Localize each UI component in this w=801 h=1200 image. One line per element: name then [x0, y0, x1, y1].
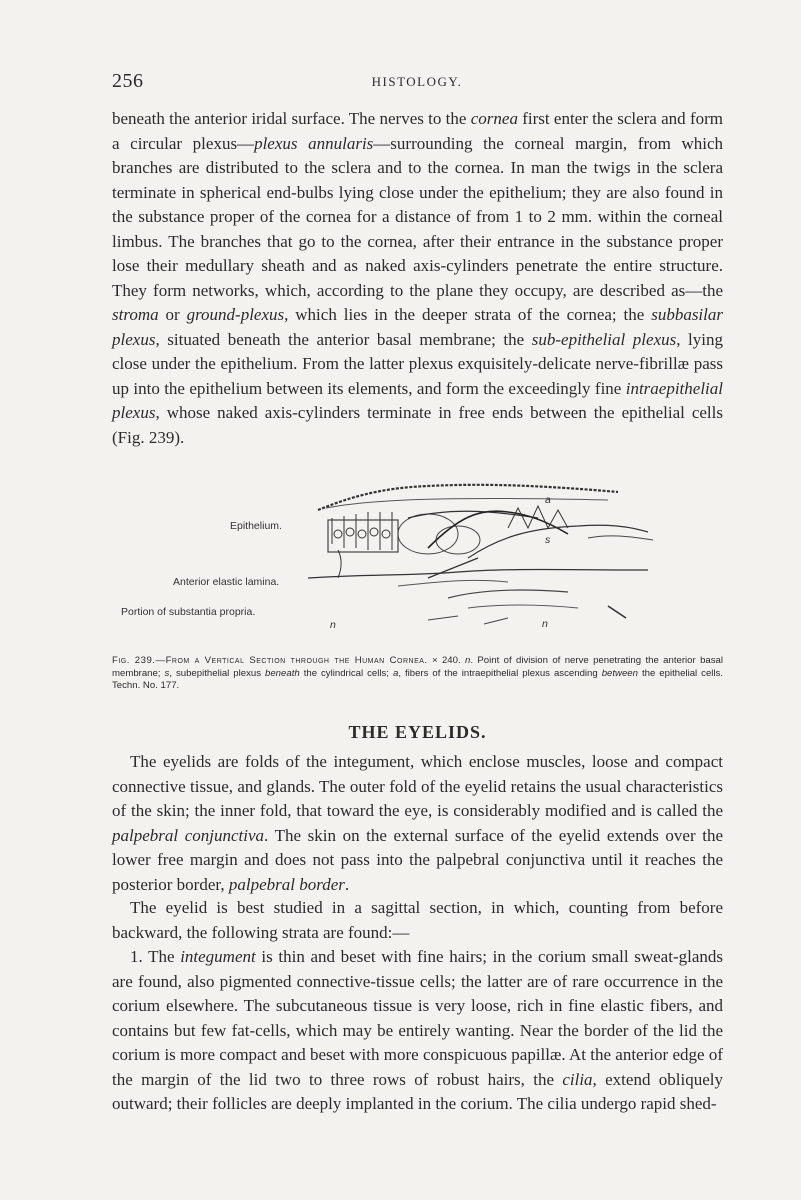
term-ground-plexus: ground-plexus: [186, 305, 285, 324]
text-run: .: [344, 874, 350, 894]
figure-239: [112, 478, 723, 643]
caption-term: beneath: [265, 667, 300, 679]
text-run: 1. The: [130, 947, 181, 966]
text-run: beneath the anterior iridal surface. The nerves to the: [112, 109, 471, 128]
caption-text: the cylindrical cells;: [299, 667, 393, 679]
caption-title: —From a Vertical Section through the Human Cornea.: [155, 655, 428, 666]
section-title: THE EYELIDS.: [348, 722, 487, 742]
paragraph-integument: [112, 945, 723, 1117]
label-s: s: [545, 534, 551, 546]
term-palpebral-border: palpebral border: [228, 874, 345, 894]
term-cornea: cornea: [470, 109, 518, 128]
caption-term: between: [601, 667, 638, 679]
label-n-left: n: [330, 619, 336, 631]
page-number: 256: [112, 70, 144, 92]
label-n-right: n: [542, 618, 548, 630]
caption-text: the epithelial cells. Techn. No. 177.: [112, 667, 724, 691]
text-run: , whose naked axis-cylinders terminate in free ends between the epithelial cells (Fig. 239).: [112, 403, 723, 447]
paragraph-sagittal-section: The eyelid is best studied in a sagittal section, in which, counting from before backward, the following strata are found:—: [112, 898, 723, 942]
text-run: first enter the sclera and form a circular plexus—: [112, 109, 724, 153]
text-run: The eyelids are folds of the integument, which enclose muscles, loose and compact connective tissue, and glands. The outer fold of the eyelid retains the usual characteristics of the skin; the inner fold, that toward the eye, is considerably modified and is called the: [112, 752, 723, 820]
term-palpebral-conjunctiva: palpebral conjunctiva: [112, 825, 265, 845]
text-run: , extend obliquely outward; their follicles are deeply implanted in the corium. The cilia undergo rapid shed-: [112, 1069, 723, 1113]
running-head: HISTOLOGY.: [371, 74, 463, 89]
cornea-section-illustration: [308, 478, 668, 643]
term-subepithelial-plexus: sub-epithelial plexus: [531, 329, 677, 349]
caption-term: s: [164, 667, 170, 679]
caption-term: a: [392, 667, 399, 679]
text-run: . The skin on the external surface of the eyelid extends over the lower free margin and does not pass into the palpebral conjunctiva until it reaches the posterior border,: [112, 825, 723, 894]
term-intraepithelial-plexus: intraepithelial plexus: [112, 378, 723, 422]
text-run: , which lies in the deeper strata of the cornea; the: [284, 305, 652, 324]
text-run: , lying close under the epithelium. From the latter plexus exquisitely-delicate nerve-fibrillæ pass up into the epithelium between its elements, and form the exceedingly fine: [112, 329, 723, 398]
text-run: or: [158, 305, 187, 324]
page-header: [112, 70, 722, 96]
paragraph-eyelids-intro: [112, 750, 723, 897]
caption-text: × 240.: [427, 655, 465, 666]
term-cilia: cilia: [562, 1069, 593, 1089]
label-a: a: [545, 494, 551, 506]
term-plexus-annularis: plexus annularis: [254, 133, 374, 153]
caption-fig-number: Fig. 239.: [112, 655, 156, 666]
term-integument: integument: [180, 947, 256, 966]
text-run: —surrounding the corneal margin, from which branches are distributed to the sclera and to the cornea. In man the twigs in the sclera terminate in spherical end-bulbs lying close under the epithelium; they are also found in the substance proper of the cornea for a distance of from 1 to 2 mm. within the corneal limbus. The branches that go to the cornea, after their entrance in the substance proper lose their medullary sheath and as naked axis-cylinders penetrate the entire structure. They form networks, which, according to the plane they occupy, are described as—the: [112, 133, 723, 300]
text-run: , situated beneath the anterior basal membrane; the: [155, 329, 532, 349]
figure-caption: [112, 655, 723, 693]
label-substantia-propria: Portion of substantia propria.: [121, 606, 256, 618]
paragraph-cornea-nerves: [112, 107, 723, 450]
term-stroma: stroma: [112, 305, 159, 324]
label-anterior-elastic-lamina: Anterior elastic lamina.: [173, 576, 280, 588]
caption-text: . Point of division of nerve penetrating the anterior basal membrane;: [112, 655, 724, 679]
caption-text: , subepithelial plexus: [169, 667, 266, 679]
text-run: is thin and beset with fine hairs; in the corium small sweat-glands are found, also pigmented connective-tissue cells; the latter are of rare occurrence in the corium elsewhere. The subcutaneous tissue is very loose, rich in fine elastic fibers, and contains but few fat-cells, which may be entirely wanting. Near the border of the lid the corium is more compact and beset with more conspicuous papillæ. At the anterior edge of the margin of the lid two to three rows of robust hairs, the: [112, 947, 723, 1089]
label-epithelium: Epithelium.: [230, 520, 282, 532]
term-subbasilar-plexus: subbasilar plexus: [112, 305, 723, 349]
caption-term: n: [465, 655, 471, 666]
caption-text: , fibers of the intraepithelial plexus ascending: [398, 667, 602, 679]
